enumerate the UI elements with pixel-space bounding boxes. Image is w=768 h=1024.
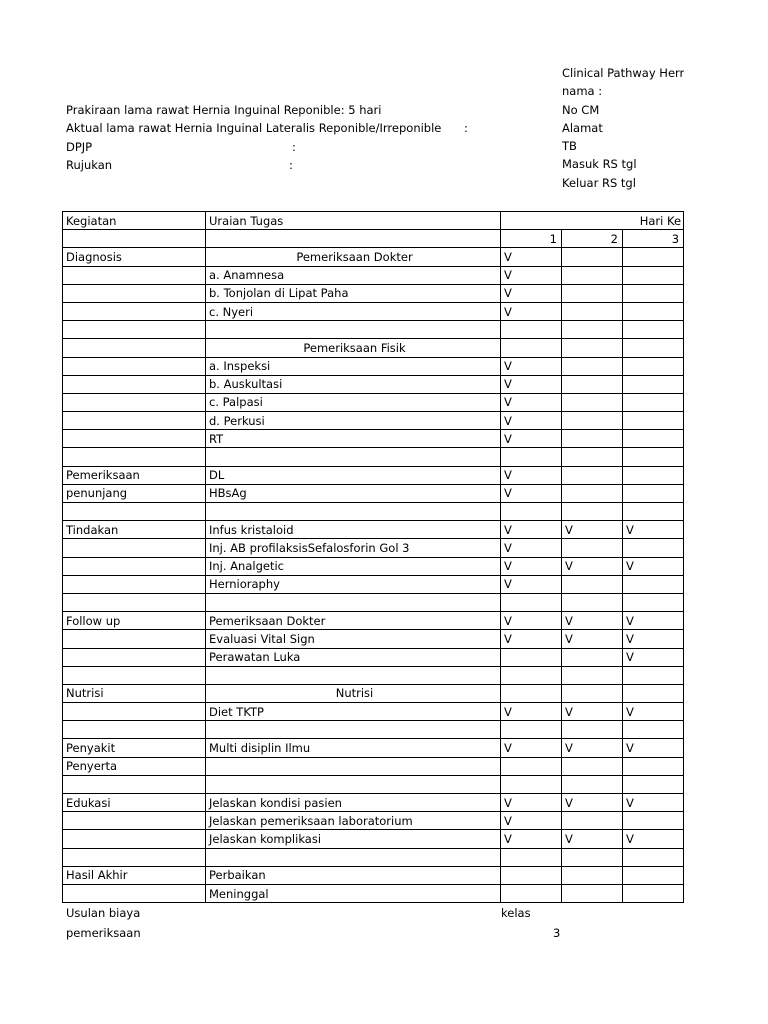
table-row (63, 884, 684, 902)
uraian-cell: Inj. Analgetic (206, 557, 501, 575)
day-1-check-cell: V (501, 575, 562, 593)
day-1-header: 1 (501, 230, 562, 248)
uraian-cell: Jelaskan komplikasi (206, 830, 501, 848)
header-kegiatan: Kegiatan (63, 212, 206, 230)
day-3-check-cell (623, 375, 684, 393)
dpjp-label: DPJP (66, 140, 93, 154)
kegiatan-cell (63, 430, 206, 448)
kegiatan-cell: Tindakan (63, 521, 206, 539)
uraian-cell: Pemeriksaan Dokter (206, 248, 501, 266)
patient-name-label: nama : (562, 84, 603, 99)
uraian-cell: Multi disiplin Ilmu (206, 739, 501, 757)
table-row (63, 375, 684, 393)
day-2-check-cell (562, 684, 623, 702)
day-1-check-cell: V (501, 557, 562, 575)
uraian-cell (206, 757, 501, 775)
kegiatan-cell: Nutrisi (63, 684, 206, 702)
day-2-check-cell: V (562, 557, 623, 575)
day-3-check-cell (623, 412, 684, 430)
day-1-check-cell: V (501, 739, 562, 757)
day-2-check-cell (562, 412, 623, 430)
uraian-cell (206, 503, 501, 521)
day-3-check-cell (623, 539, 684, 557)
day-1-check-cell: V (501, 357, 562, 375)
day-3-check-cell: V (623, 612, 684, 630)
day-3-check-cell: V (623, 648, 684, 666)
day-2-check-cell (562, 812, 623, 830)
day-2-check-cell (562, 448, 623, 466)
table-row (63, 266, 684, 284)
uraian-cell (206, 321, 501, 339)
table-row (63, 302, 684, 320)
kegiatan-cell (63, 393, 206, 411)
table-row (63, 466, 684, 484)
day-2-check-cell: V (562, 630, 623, 648)
table-row (63, 739, 684, 757)
day-1-check-cell: V (501, 612, 562, 630)
cost-proposal-label: Usulan biaya (66, 906, 141, 920)
day-1-check-cell: V (501, 794, 562, 812)
day-2-check-cell (562, 884, 623, 902)
day-1-check-cell: V (501, 466, 562, 484)
kegiatan-cell (63, 830, 206, 848)
day-3-check-cell (623, 430, 684, 448)
clinical-pathway-table (62, 211, 684, 903)
day-2-check-cell (562, 321, 623, 339)
kegiatan-cell: Hasil Akhir (63, 866, 206, 884)
table-row (63, 684, 684, 702)
uraian-cell: c. Nyeri (206, 302, 501, 320)
uraian-cell: a. Anamnesa (206, 266, 501, 284)
day-1-check-cell: V (501, 703, 562, 721)
kegiatan-cell (63, 375, 206, 393)
uraian-cell: DL (206, 466, 501, 484)
uraian-cell: b. Tonjolan di Lipat Paha (206, 284, 501, 302)
day-2-check-cell (562, 484, 623, 502)
day-1-check-cell (501, 321, 562, 339)
day-2-check-cell (562, 503, 623, 521)
day-2-check-cell (562, 757, 623, 775)
kegiatan-cell (63, 339, 206, 357)
day-1-check-cell: V (501, 430, 562, 448)
day-1-check-cell (501, 721, 562, 739)
table-row (63, 393, 684, 411)
day-2-check-cell (562, 430, 623, 448)
day-3-check-cell (623, 302, 684, 320)
kegiatan-cell (63, 284, 206, 302)
table-row (63, 539, 684, 557)
day-1-check-cell (501, 684, 562, 702)
day-1-check-cell (501, 848, 562, 866)
day-2-header: 2 (562, 230, 623, 248)
day-1-check-cell (501, 866, 562, 884)
day-2-check-cell (562, 284, 623, 302)
tb-label: TB (562, 139, 577, 154)
class-label: kelas (501, 906, 531, 920)
day-1-check-cell (501, 775, 562, 793)
day-2-check-cell (562, 339, 623, 357)
table-row (63, 848, 684, 866)
header-hari-ke: Hari Ke (501, 212, 684, 230)
day-1-check-cell (501, 666, 562, 684)
uraian-cell: c. Palpasi (206, 393, 501, 411)
day-2-check-cell (562, 266, 623, 284)
day-1-check-cell (501, 339, 562, 357)
table-row (63, 757, 684, 775)
uraian-cell: Inj. AB profilaksisSefalosforin Gol 3 (206, 539, 501, 557)
day-2-check-cell (562, 721, 623, 739)
uraian-cell: Hernioraphy (206, 575, 501, 593)
day-3-check-cell (623, 466, 684, 484)
uraian-cell: Jelaskan pemeriksaan laboratorium (206, 812, 501, 830)
table-row (63, 448, 684, 466)
table-row (63, 648, 684, 666)
kegiatan-cell (63, 666, 206, 684)
uraian-cell: Perbaikan (206, 866, 501, 884)
day-2-check-cell (562, 248, 623, 266)
day-2-check-cell (562, 866, 623, 884)
table-row (63, 321, 684, 339)
day-2-check-cell: V (562, 830, 623, 848)
table-day-row (63, 230, 684, 248)
day-3-check-cell (623, 684, 684, 702)
uraian-cell (206, 721, 501, 739)
day-2-check-cell (562, 593, 623, 611)
kegiatan-cell (63, 266, 206, 284)
kegiatan-cell (63, 503, 206, 521)
table-row (63, 775, 684, 793)
day-2-check-cell (562, 666, 623, 684)
kegiatan-cell (63, 721, 206, 739)
day-1-check-cell (501, 448, 562, 466)
table-row (63, 484, 684, 502)
day-1-check-cell: V (501, 830, 562, 848)
table-row (63, 557, 684, 575)
day-1-check-cell: V (501, 248, 562, 266)
kegiatan-cell: Follow up (63, 612, 206, 630)
day-3-check-cell (623, 357, 684, 375)
actual-stay-label: Aktual lama rawat Hernia Inguinal Lateralis Reponible/Irreponible (66, 121, 442, 135)
class-value: 3 (553, 926, 561, 940)
header-uraian-tugas: Uraian Tugas (206, 212, 501, 230)
estimated-stay-label: Prakiraan lama rawat Hernia Inguinal Reponible: 5 hari (66, 103, 382, 117)
uraian-cell: d. Perkusi (206, 412, 501, 430)
uraian-cell: Pemeriksaan Fisik (206, 339, 501, 357)
day-1-check-cell: V (501, 393, 562, 411)
table-row (63, 521, 684, 539)
table-header-row (63, 212, 684, 230)
day-1-check-cell: V (501, 284, 562, 302)
day-row-blank-2 (206, 230, 501, 248)
day-2-check-cell (562, 466, 623, 484)
day-1-check-cell (501, 593, 562, 611)
day-2-check-cell: V (562, 612, 623, 630)
day-2-check-cell: V (562, 703, 623, 721)
day-3-check-cell (623, 248, 684, 266)
kegiatan-cell: Penyakit (63, 739, 206, 757)
day-2-check-cell: V (562, 521, 623, 539)
day-1-check-cell: V (501, 375, 562, 393)
day-2-check-cell (562, 539, 623, 557)
day-1-check-cell: V (501, 812, 562, 830)
kegiatan-cell: Diagnosis (63, 248, 206, 266)
day-2-check-cell (562, 302, 623, 320)
day-3-check-cell: V (623, 521, 684, 539)
day-3-check-cell: V (623, 557, 684, 575)
table-row (63, 593, 684, 611)
uraian-cell: Pemeriksaan Dokter (206, 612, 501, 630)
uraian-cell: Meninggal (206, 884, 501, 902)
referral-label: Rujukan (66, 158, 113, 172)
day-3-check-cell (623, 721, 684, 739)
day-2-check-cell: V (562, 794, 623, 812)
day-3-check-cell (623, 575, 684, 593)
table-row (63, 830, 684, 848)
day-1-check-cell: V (501, 484, 562, 502)
day-3-check-cell (623, 484, 684, 502)
day-1-check-cell: V (501, 539, 562, 557)
kegiatan-cell (63, 630, 206, 648)
day-1-check-cell (501, 503, 562, 521)
uraian-cell: Perawatan Luka (206, 648, 501, 666)
kegiatan-cell (63, 539, 206, 557)
day-3-check-cell (623, 339, 684, 357)
table-row (63, 357, 684, 375)
day-3-check-cell (623, 266, 684, 284)
kegiatan-cell (63, 648, 206, 666)
day-1-check-cell: V (501, 412, 562, 430)
table-row (63, 430, 684, 448)
uraian-cell: Diet TKTP (206, 703, 501, 721)
table-row (63, 575, 684, 593)
day-3-check-cell (623, 448, 684, 466)
day-3-check-cell (623, 321, 684, 339)
day-1-check-cell: V (501, 266, 562, 284)
day-1-check-cell: V (501, 630, 562, 648)
kegiatan-cell: Edukasi (63, 794, 206, 812)
examination-label: pemeriksaan (66, 926, 141, 940)
day-3-check-cell: V (623, 739, 684, 757)
table-row (63, 866, 684, 884)
day-3-check-cell (623, 393, 684, 411)
kegiatan-cell (63, 321, 206, 339)
kegiatan-cell (63, 775, 206, 793)
day-1-check-cell (501, 757, 562, 775)
kegiatan-cell: penunjang (63, 484, 206, 502)
day-3-header: 3 (623, 230, 684, 248)
day-3-check-cell: V (623, 630, 684, 648)
day-3-check-cell (623, 848, 684, 866)
uraian-cell (206, 848, 501, 866)
table-row (63, 721, 684, 739)
kegiatan-cell (63, 884, 206, 902)
actual-stay-colon: : (464, 121, 468, 135)
kegiatan-cell: Pemeriksaan (63, 466, 206, 484)
day-1-check-cell: V (501, 521, 562, 539)
day-1-check-cell (501, 648, 562, 666)
kegiatan-cell (63, 848, 206, 866)
table-row (63, 703, 684, 721)
day-3-check-cell (623, 593, 684, 611)
day-3-check-cell (623, 775, 684, 793)
kegiatan-cell (63, 448, 206, 466)
table-row (63, 630, 684, 648)
day-2-check-cell (562, 775, 623, 793)
uraian-cell: HBsAg (206, 484, 501, 502)
kegiatan-cell (63, 593, 206, 611)
table-row (63, 412, 684, 430)
uraian-cell (206, 666, 501, 684)
kegiatan-cell (63, 357, 206, 375)
table-row (63, 612, 684, 630)
day-3-check-cell (623, 812, 684, 830)
day-2-check-cell (562, 575, 623, 593)
uraian-cell (206, 448, 501, 466)
admission-date-label: Masuk RS tgl (562, 157, 637, 172)
uraian-cell: Infus kristaloid (206, 521, 501, 539)
day-3-check-cell: V (623, 830, 684, 848)
day-2-check-cell: V (562, 739, 623, 757)
referral-colon: : (289, 158, 293, 172)
day-2-check-cell (562, 848, 623, 866)
day-3-check-cell (623, 884, 684, 902)
kegiatan-cell: Penyerta (63, 757, 206, 775)
kegiatan-cell (63, 412, 206, 430)
table-row (63, 248, 684, 266)
day-1-check-cell: V (501, 302, 562, 320)
day-3-check-cell (623, 866, 684, 884)
kegiatan-cell (63, 703, 206, 721)
uraian-cell: b. Auskultasi (206, 375, 501, 393)
day-3-check-cell (623, 757, 684, 775)
day-3-check-cell (623, 503, 684, 521)
table-row (63, 794, 684, 812)
medical-record-label: No CM (562, 102, 600, 117)
table-row (63, 812, 684, 830)
day-3-check-cell (623, 284, 684, 302)
uraian-cell: Evaluasi Vital Sign (206, 630, 501, 648)
table-row (63, 339, 684, 357)
day-2-check-cell (562, 393, 623, 411)
uraian-cell: Nutrisi (206, 684, 501, 702)
clinical-pathway-title: Clinical Pathway Herr (562, 66, 684, 80)
kegiatan-cell (63, 812, 206, 830)
table-row (63, 284, 684, 302)
kegiatan-cell (63, 557, 206, 575)
day-3-check-cell: V (623, 703, 684, 721)
day-3-check-cell (623, 666, 684, 684)
uraian-cell (206, 593, 501, 611)
day-2-check-cell (562, 375, 623, 393)
kegiatan-cell (63, 575, 206, 593)
day-row-blank-1 (63, 230, 206, 248)
table-row (63, 503, 684, 521)
dpjp-colon: : (292, 140, 296, 154)
table-row (63, 666, 684, 684)
address-label: Alamat (562, 120, 603, 135)
discharge-date-label: Keluar RS tgl (562, 175, 636, 190)
patient-info-block (562, 66, 684, 194)
day-1-check-cell (501, 884, 562, 902)
day-2-check-cell (562, 357, 623, 375)
uraian-cell (206, 775, 501, 793)
uraian-cell: a. Inspeksi (206, 357, 501, 375)
day-3-check-cell: V (623, 794, 684, 812)
kegiatan-cell (63, 302, 206, 320)
uraian-cell: RT (206, 430, 501, 448)
day-2-check-cell (562, 648, 623, 666)
uraian-cell: Jelaskan kondisi pasien (206, 794, 501, 812)
